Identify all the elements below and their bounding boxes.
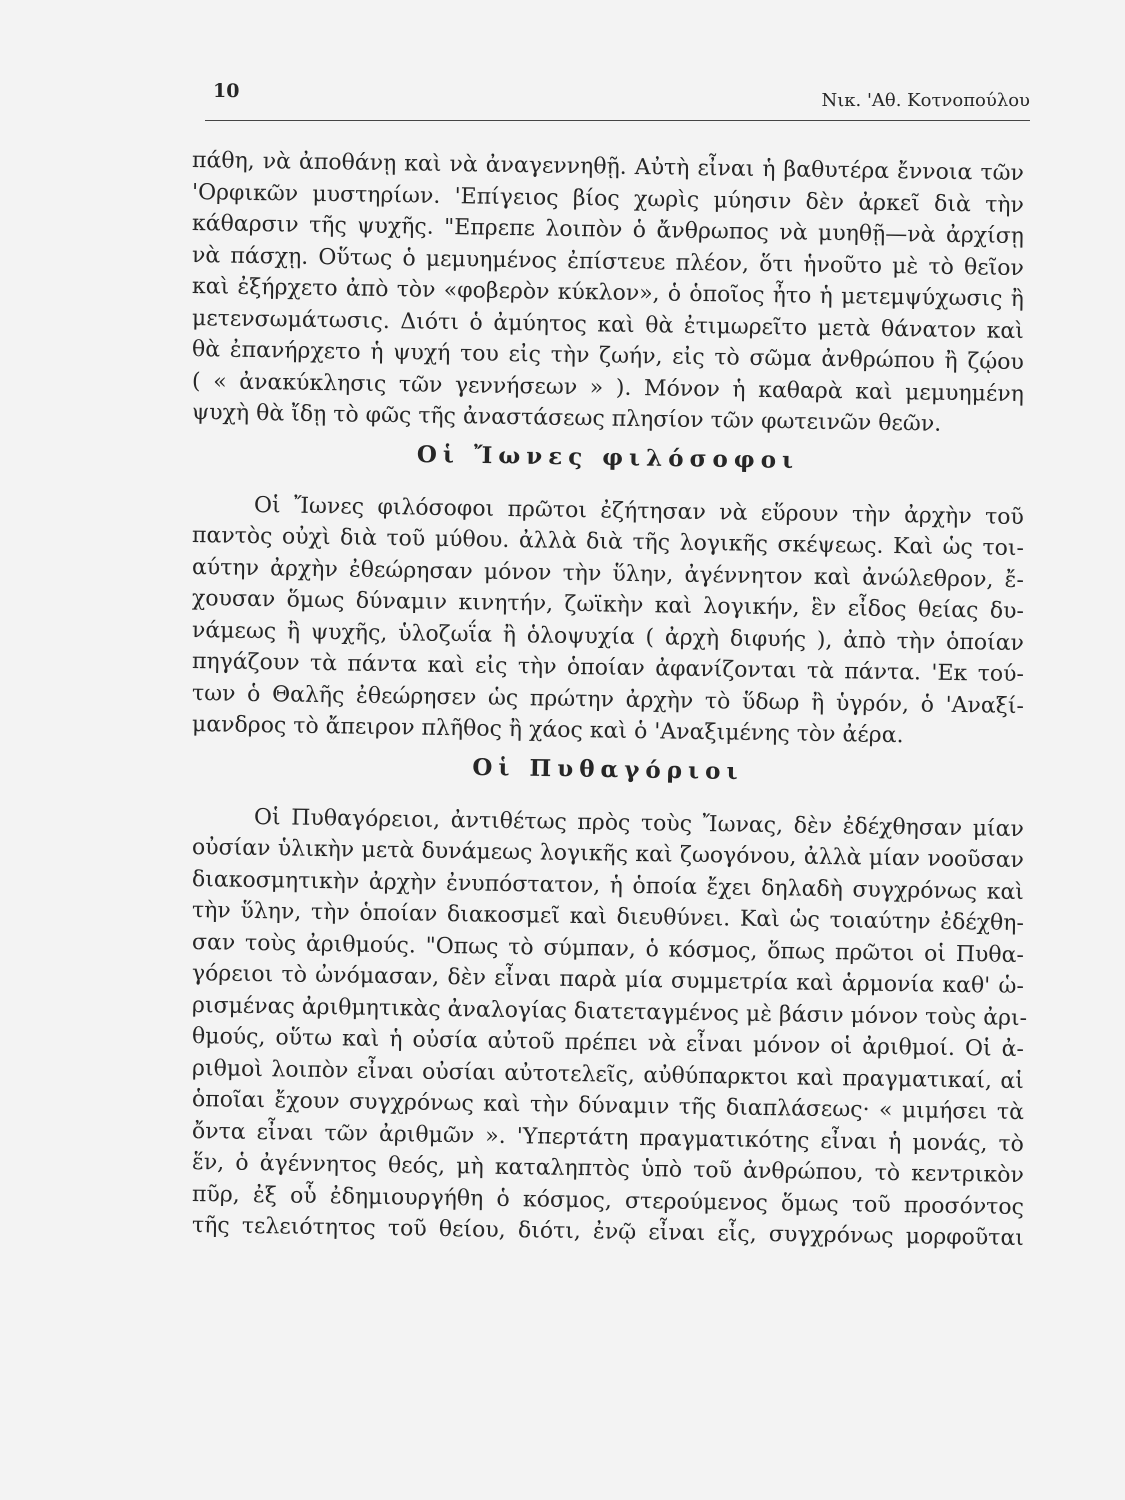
section-heading-pythagoreans: Οἱ Πυθαγόριοι: [472, 753, 744, 785]
text-line: τῆς τελειότητος τοῦ θείου, διότι, ἐνῷ εἶναι εἷς, συγχρόνως μορφοῦται: [191, 1213, 1025, 1252]
page-number: 10: [213, 80, 240, 102]
text-line: θὰ ἐπανήρχετο ἡ ψυχή του εἰς τὴν ζωήν, εἰς τὸ σῶμα ἀνθρώπου ἢ ζῴου: [191, 337, 1025, 376]
text-line: τὴν ὕλην, τὴν ὁποίαν διακοσμεῖ καὶ διευθύνει. Καὶ ὡς τοιαύτην ἐδέχθη-: [191, 898, 1025, 937]
body-text: [191, 145, 1028, 1252]
text-line: αύτην ἀρχὴν ἐθεώρησαν μόνον τὴν ὕλην, ἀγέννητον καὶ ἀνώλεθρον, ἔ-: [191, 554, 1025, 593]
text-line: μανδρος τὸ ἄπειρον πλῆθος ἢ χάος καὶ ὁ 'Αναξιμένης τὸν ἀέρα.: [191, 712, 904, 749]
text-line: πηγάζουν τὰ πάντα καὶ εἰς τὴν ὁποίαν ἀφανίζονται τὰ πάντα. 'Εκ τού-: [191, 649, 1025, 688]
paragraph-ionians: [191, 489, 1025, 749]
text-line: νὰ πάσχῃ. Οὕτως ὁ μεμυημένος ἐπίστευε πλέον, ὅτι ἡνοῦτο μὲ τὸ θεῖον: [191, 242, 1025, 281]
text-line: καὶ ἐξήρχετο ἀπὸ τὸν «φοβερὸν κύκλον», ὁ ὁποῖος ἦτο ἡ μετεμψύχωσις ἢ: [191, 274, 1025, 313]
text-line: κάθαρσιν τῆς ψυχῆς. "Επρεπε λοιπὸν ὁ ἄνθρωπος νὰ μυηθῇ—νὰ ἀρχίσῃ: [191, 211, 1025, 250]
text-line: διακοσμητικὴν ἀρχὴν ἐνυπόστατον, ἡ ὁποία ἔχει δηλαδὴ συγχρόνως καὶ: [191, 866, 1025, 905]
text-line: οὐσίαν ὑλικὴν μετὰ δυνάμεως λογικῆς καὶ ζωογόνου, ἀλλὰ μίαν νοοῦσαν: [191, 835, 1025, 874]
text-line: ψυχὴ θὰ ἴδῃ τὸ φῶς τῆς ἀναστάσεως πλησίον τῶν φωτεινῶν θεῶν.: [191, 400, 942, 437]
text-line: ἕν, ὁ ἀγέννητος θεός, μὴ καταληπτὸς ὑπὸ τοῦ ἀνθρώπου, τὸ κεντρικὸν: [191, 1150, 1025, 1189]
text-line: μετενσωμάτωσις. Διότι ὁ ἀμύητος καὶ θὰ ἐτιμωρεῖτο μετὰ θάνατον καὶ: [191, 305, 1025, 344]
text-line: ριθμοὶ λοιπὸν εἶναι οὐσίαι αὐτοτελεῖς, αὐθύπαρκτοι καὶ πραγματικαί, αἱ: [191, 1055, 1025, 1094]
running-head: Νικ. 'Αθ. Κοτνοπούλου: [821, 90, 1030, 111]
page-header: [205, 80, 1030, 121]
text-line: ( « ἀνακύκλησις τῶν γεννήσεων » ). Μόνον ἡ καθαρὰ καὶ μεμυημένη: [191, 368, 1025, 407]
text-line: σαν τοὺς ἀριθμούς. "Οπως τὸ σύμπαν, ὁ κόσμος, ὅπως πρῶτοι οἱ Πυθα-: [191, 929, 1025, 968]
text-line: χουσαν ὅμως δύναμιν κινητήν, ζωϊκὴν καὶ λογικήν, ἓν εἶδος θείας δυ-: [191, 586, 1025, 625]
text-line: θμούς, οὕτω καὶ ἡ οὐσία αὐτοῦ πρέπει νὰ εἶναι μόνον οἱ ἀριθμοί. Οἱ ἀ-: [191, 1024, 1025, 1063]
section-heading-ionians: Οἱ Ἴωνες φιλόσοφοι: [416, 440, 800, 474]
paragraph-pythagoreans: [191, 801, 1028, 1252]
text-line: πῦρ, ἐξ οὗ ἐδημιουργήθη ὁ κόσμος, στερούμενος ὅμως τοῦ προσόντος: [191, 1181, 1025, 1220]
text-line: ὁποῖαι ἔχουν συγχρόνως καὶ τὴν δύναμιν τῆς διαπλάσεως· « μιμήσει τὰ: [191, 1087, 1025, 1126]
text-line: νάμεως ἢ ψυχῆς, ὑλοζωΐα ἢ ὁλοψυχία ( ἀρχὴ διφυής ), ἀπὸ τὴν ὁποίαν: [191, 617, 1025, 656]
text-line: ρισμένας ἀριθμητικὰς ἀναλογίας διατεταγμένος μὲ βάσιν μόνον τοὺς ἀρι-: [191, 992, 1028, 1031]
text-line: γόρειοι τὸ ὠνόμασαν, δὲν εἶναι παρὰ μία συμμετρία καὶ ἁρμονία καθ' ὡ-: [191, 961, 1025, 1000]
text-line: πάθη, νὰ ἀποθάνῃ καὶ νὰ ἀναγεννηθῇ. Αὐτὴ εἶναι ἡ βαθυτέρα ἔννοια τῶν: [191, 148, 1025, 187]
text-line: ὄντα εἶναι τῶν ἀριθμῶν ». 'Υπερτάτη πραγματικότης εἶναι ἡ μονάς, τὸ: [191, 1118, 1025, 1157]
text-line: Οἱ Ἴωνες φιλόσοφοι πρῶτοι ἐζήτησαν νὰ εὕρουν τὴν ἀρχὴν τοῦ: [253, 492, 1025, 530]
text-line: των ὁ Θαλῆς ἐθεώρησεν ὡς πρώτην ἀρχὴν τὸ ὕδωρ ἢ ὑγρόν, ὁ 'Αναξί-: [191, 680, 1025, 719]
text-line: παντὸς οὐχὶ διὰ τοῦ μύθου. ἀλλὰ διὰ τῆς λογικῆς σκέψεως. Καὶ ὡς τοι-: [191, 523, 1025, 562]
text-line: 'Ορφικῶν μυστηρίων. 'Επίγειος βίος χωρὶς μύησιν δὲν ἀρκεῖ διὰ τὴν: [191, 179, 1025, 218]
text-line: Οἱ Πυθαγόρειοι, ἀντιθέτως πρὸς τοὺς Ἴωνας, δὲν ἐδέχθησαν μίαν: [253, 804, 1025, 842]
paragraph-orphic: [191, 145, 1025, 437]
